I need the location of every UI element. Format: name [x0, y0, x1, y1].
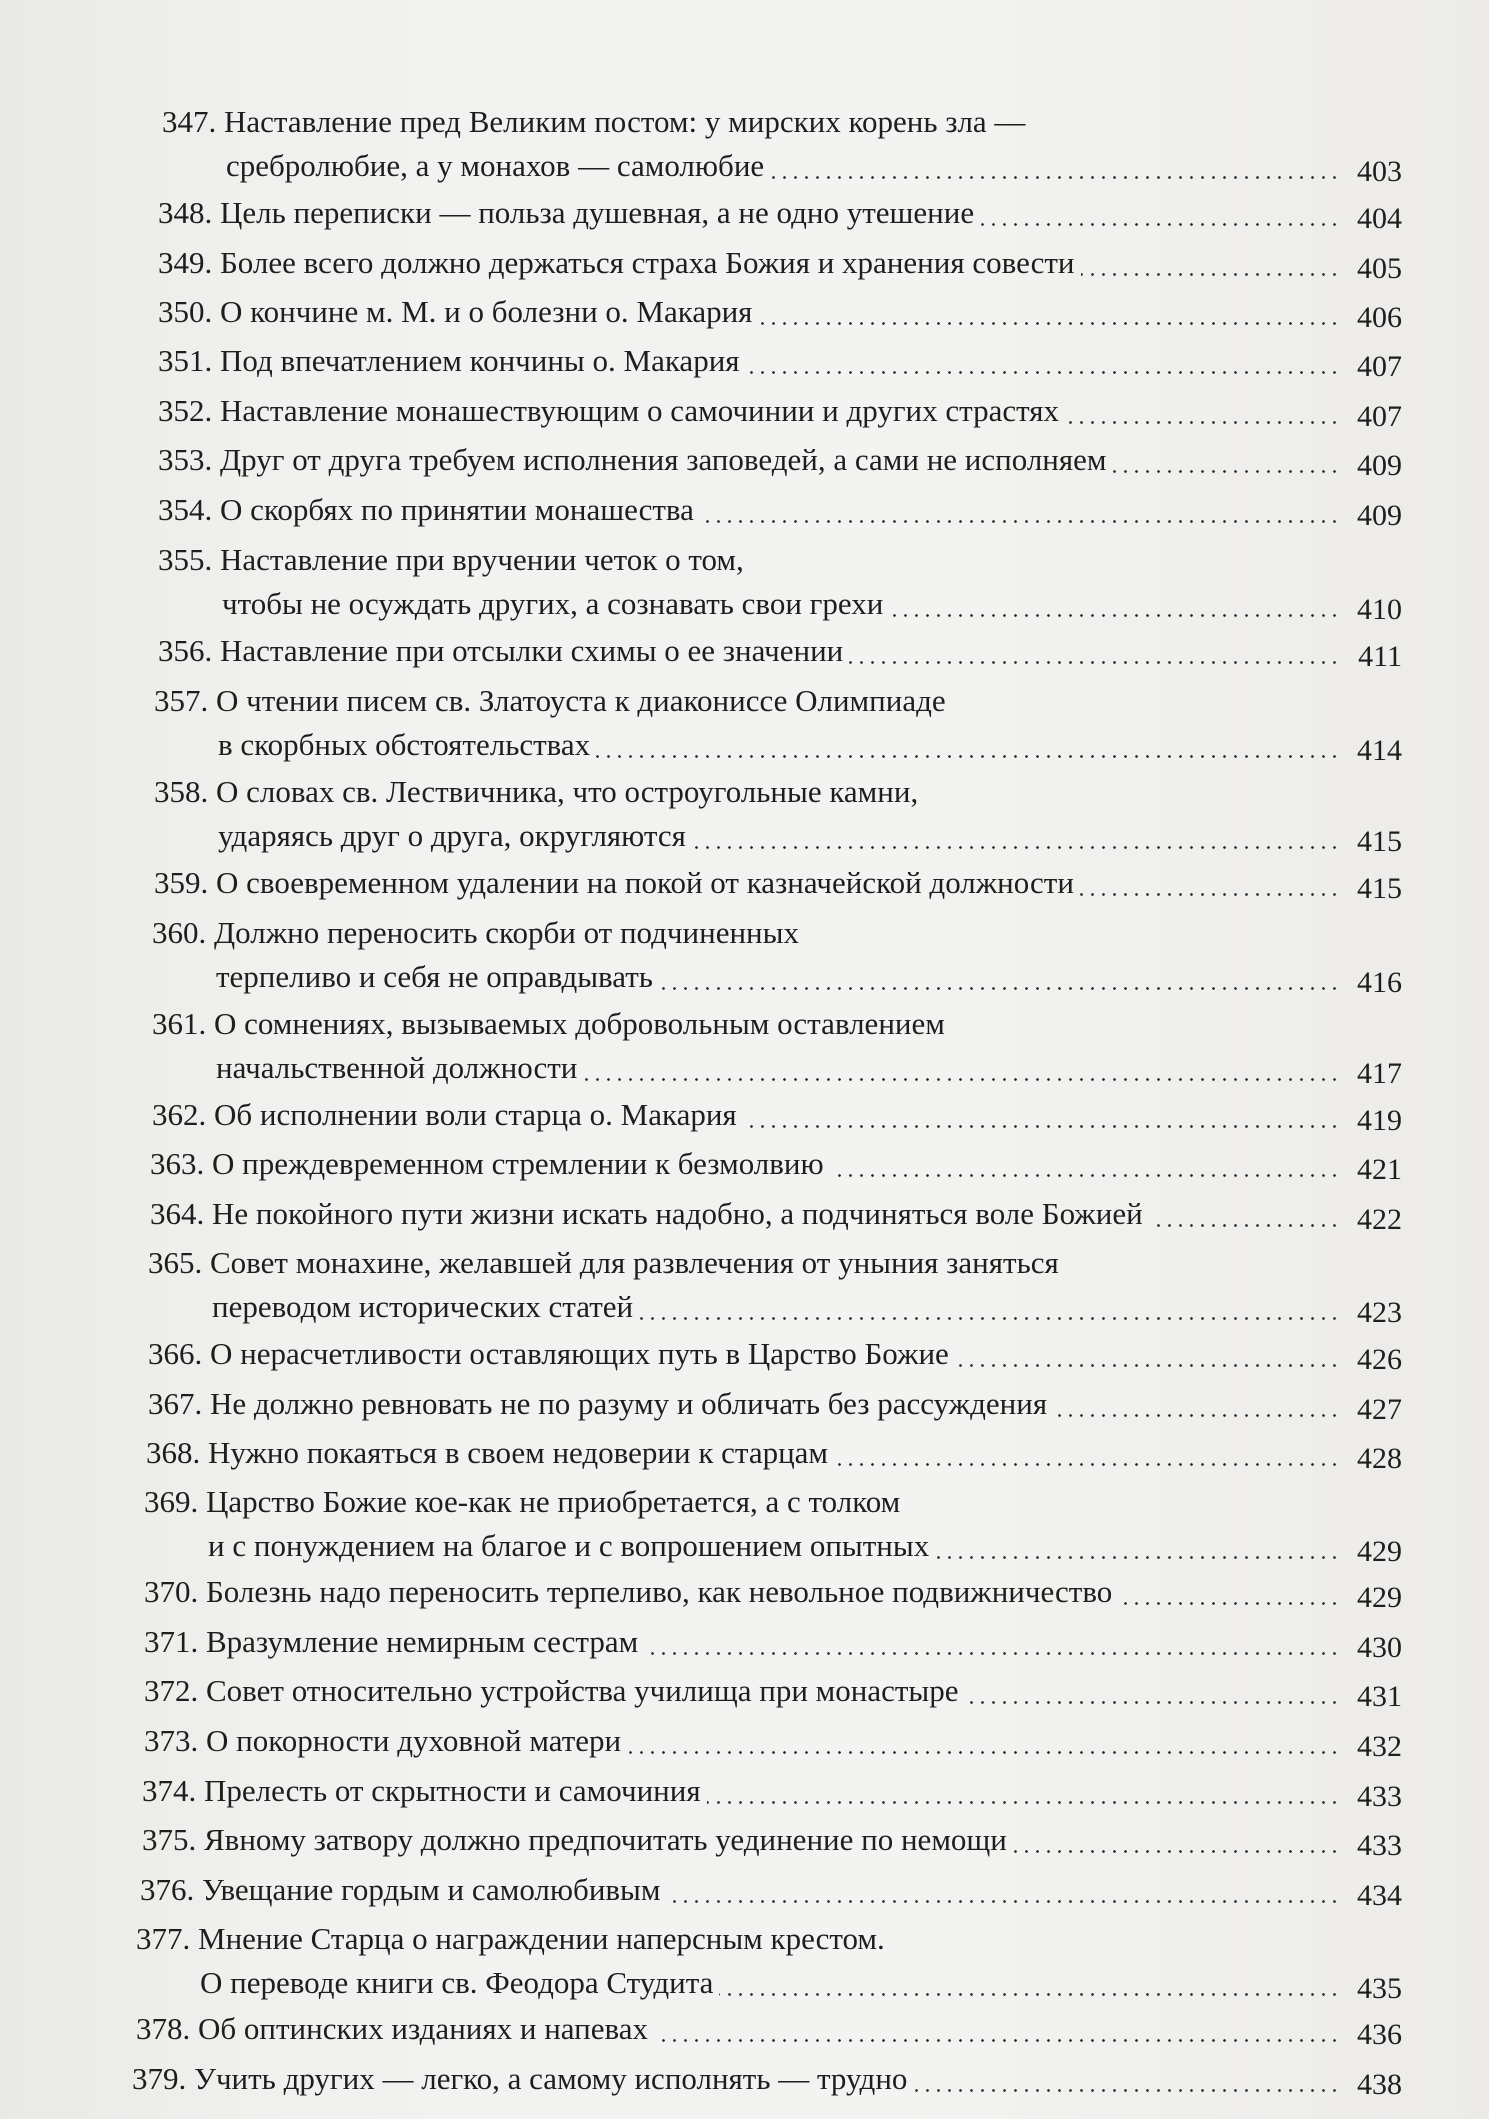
toc-entry[interactable] [150, 1194, 1402, 1238]
page-number: 407 [1357, 350, 1402, 383]
entry-title [150, 1146, 824, 1182]
entry-number: 377. [136, 1921, 191, 1956]
dot-leader [1113, 470, 1340, 473]
toc-entry[interactable] [144, 1671, 1402, 1715]
entry-number: 361. [152, 1006, 207, 1041]
page-number: 405 [1357, 252, 1402, 285]
entry-title [136, 2011, 648, 2047]
entry-title [158, 294, 752, 330]
toc-entry[interactable] [144, 1721, 1402, 1765]
entry-number: 360. [152, 915, 207, 950]
page-number: 436 [1357, 2018, 1402, 2051]
page-number: 433 [1357, 1780, 1402, 1813]
dot-leader [1118, 1602, 1340, 1605]
page-number: 403 [1357, 155, 1402, 188]
entry-title-text: Друг от друга требуем исполнения заповедей, а сами не исполняем [220, 442, 1107, 477]
entry-number: 378. [136, 2011, 191, 2046]
page-number: 434 [1357, 1879, 1402, 1912]
entry-title-line [152, 1004, 1402, 1048]
entry-title-text: Наставление при отсылки схимы о ее значении [220, 633, 844, 668]
entry-title-line [150, 1144, 1402, 1188]
entry-title-line [158, 292, 1402, 336]
entry-title-line [144, 1622, 1402, 1666]
page-number: 415 [1357, 872, 1402, 905]
entry-number: 355. [158, 542, 213, 577]
toc-entry[interactable] [132, 2059, 1402, 2103]
entry-title [158, 393, 1059, 429]
dot-leader [743, 1125, 1340, 1128]
toc-entry[interactable] [144, 1572, 1402, 1616]
entry-title-line [158, 631, 1402, 675]
entry-number: 351. [158, 343, 213, 378]
dot-leader [834, 1463, 1340, 1466]
page-number: 428 [1357, 1442, 1402, 1475]
entry-title [158, 633, 843, 669]
page-number: 423 [1357, 1296, 1402, 1329]
entry-title: чтобы не осуждать других, а сознавать свои грехи [222, 586, 884, 621]
entry-title-line [146, 1433, 1402, 1477]
entry-title-line [158, 540, 1402, 584]
entry-title-text: Наставление при вручении четок о том, [220, 542, 744, 577]
entry-title-text: Учить других — легко, а самому исполнять — трудно [194, 2061, 908, 2096]
entry-title-text: Вразумление немирным сестрам [206, 1624, 639, 1659]
toc-entry[interactable] [148, 1384, 1402, 1428]
entry-title-line [152, 913, 1402, 957]
entry-number: 367. [148, 1386, 203, 1421]
entry-title-continuation [144, 1526, 1402, 1570]
entry-number: 364. [150, 1196, 205, 1231]
page-number: 419 [1357, 1104, 1402, 1137]
entry-number: 347. [162, 104, 217, 139]
page-number: 410 [1357, 593, 1402, 626]
entry-title-text: Мнение Старца о награждении наперсным крестом. [198, 1921, 885, 1956]
entry-title-continuation [162, 146, 1402, 190]
entry-title [148, 1336, 949, 1372]
entry-title [136, 1921, 885, 1957]
entry-title-text: О кончине м. М. и о болезни о. Макария [220, 294, 753, 329]
entry-title [132, 2061, 907, 2097]
page-number: 417 [1357, 1057, 1402, 1090]
entry-title [152, 915, 799, 951]
entry-title-text: Нужно покаяться в своем недоверии к старцам [208, 1435, 829, 1470]
entry-title [144, 1574, 1112, 1610]
page-number: 404 [1357, 202, 1402, 235]
entry-title-line [148, 1334, 1402, 1378]
entry-title-text: О своевременном удалении на покой от казначейской должности [216, 865, 1074, 900]
entry-title-continuation [152, 1048, 1402, 1092]
dot-leader [667, 1900, 1340, 1903]
entry-number: 366. [148, 1336, 203, 1371]
toc-entry[interactable] [152, 1004, 1402, 1092]
page-number: 414 [1357, 734, 1402, 767]
entry-title-continuation [152, 957, 1402, 1001]
entry-title: в скорбных обстоятельствах [218, 727, 591, 762]
entry-title [152, 1006, 945, 1042]
entry-title-text: Более всего должно держаться страха Божия и хранения совести [220, 245, 1075, 280]
entry-title-text: О словах св. Лествичника, что остроугольные камни, [216, 774, 919, 809]
toc-entry[interactable] [136, 2009, 1402, 2053]
entry-number: 349. [158, 245, 213, 280]
entry-title-line [162, 102, 1402, 146]
entry-title [144, 1624, 638, 1660]
entry-title-continuation [154, 816, 1402, 860]
entry-title: и с понуждением на благое и с вопрошением опытных [208, 1528, 930, 1563]
entry-title-text: Царство Божие кое-как не приобретается, а с толком [206, 1484, 901, 1519]
toc-entry[interactable] [158, 193, 1402, 237]
entry-title-line [144, 1482, 1402, 1526]
entry-title-text: О чтении писем св. Златоуста к диакониссе Олимпиаде [216, 683, 946, 718]
dot-leader [1065, 421, 1340, 424]
entry-number: 376. [140, 1872, 195, 1907]
dot-leader [1013, 1850, 1340, 1853]
entry-title-text: Увещание гордым и самолюбивым [202, 1872, 661, 1907]
toc-entry[interactable] [158, 243, 1402, 287]
entry-title-text: Наставление пред Великим постом: у мирских корень зла — [224, 104, 1026, 139]
entry-title-line [148, 1243, 1402, 1287]
toc-entry[interactable] [158, 391, 1402, 435]
entry-title-line [158, 490, 1402, 534]
dot-leader [719, 1993, 1340, 1996]
entry-title: сребролюбие, а у монахов — самолюбие [226, 148, 765, 183]
entry-title [158, 245, 1075, 281]
entry-title: начальственной должности [216, 1050, 578, 1085]
entry-title [154, 865, 1074, 901]
page-number: 406 [1357, 301, 1402, 334]
entry-title-line [158, 193, 1402, 237]
entry-number: 348. [158, 195, 213, 230]
page-number: 430 [1357, 1631, 1402, 1664]
entry-title: терпеливо и себя не оправдывать [216, 959, 653, 994]
toc-entry[interactable] [136, 1919, 1402, 2007]
entry-number: 365. [148, 1245, 203, 1280]
page-number: 426 [1357, 1343, 1402, 1376]
entry-title-text: О нерасчетливости оставляющих путь в Царство Божие [210, 1336, 949, 1371]
entry-title-text: Явному затвору должно предпочитать уединение по немощи [204, 1822, 1007, 1857]
entry-number: 369. [144, 1484, 199, 1519]
dot-leader [627, 1751, 1340, 1754]
page-number: 427 [1357, 1393, 1402, 1426]
entry-title [154, 683, 946, 719]
entry-title [144, 1484, 900, 1520]
entry-title-line [154, 772, 1402, 816]
entry-number: 354. [158, 492, 213, 527]
entry-title [150, 1196, 1143, 1232]
entry-title [140, 1872, 661, 1908]
entry-title-text: О преждевременном стремлении к безмолвию [212, 1146, 824, 1181]
entry-title [142, 1822, 1007, 1858]
dot-leader [692, 846, 1340, 849]
entry-title-line [150, 1194, 1402, 1238]
page-number: 432 [1357, 1730, 1402, 1763]
dot-leader [935, 1556, 1340, 1559]
entry-number: 375. [142, 1822, 197, 1857]
dot-leader [1149, 1224, 1340, 1227]
entry-title [158, 442, 1107, 478]
entry-title [158, 542, 744, 578]
entry-number: 356. [158, 633, 213, 668]
dot-leader [700, 520, 1340, 523]
dot-leader [955, 1364, 1340, 1367]
page-number: 407 [1357, 400, 1402, 433]
entry-title-text: О сомнениях, вызываемых добровольным оставлением [214, 1006, 945, 1041]
entry-number: 368. [146, 1435, 201, 1470]
toc-entry[interactable] [144, 1482, 1402, 1570]
toc-entry[interactable] [158, 490, 1402, 534]
entry-title-line [158, 391, 1402, 435]
entry-title-text: О скорбях по принятии монашества [220, 492, 694, 527]
entry-title-line [144, 1572, 1402, 1616]
dot-leader [659, 987, 1340, 990]
entry-title [162, 104, 1025, 140]
entry-number: 363. [150, 1146, 205, 1181]
dot-leader [583, 1078, 1340, 1081]
toc-entry[interactable] [150, 1144, 1402, 1188]
entry-title-continuation [154, 725, 1402, 769]
entry-number: 379. [132, 2061, 187, 2096]
entry-title [148, 1386, 1047, 1422]
page-number: 409 [1357, 449, 1402, 482]
toc-entry[interactable] [152, 1095, 1402, 1139]
entry-title-text: Не покойного пути жизни искать надобно, а подчиняться воле Божией [212, 1196, 1143, 1231]
entry-number: 352. [158, 393, 213, 428]
dot-leader [654, 2039, 1340, 2042]
dot-leader [830, 1174, 1340, 1177]
entry-title [146, 1435, 828, 1471]
dot-leader [1080, 893, 1340, 896]
toc-entry[interactable] [144, 1622, 1402, 1666]
entry-title: переводом исторических статей [212, 1289, 634, 1324]
toc-entry[interactable] [158, 292, 1402, 336]
entry-title-line [142, 1771, 1402, 1815]
entry-number: 357. [154, 683, 209, 718]
entry-title-line [142, 1820, 1402, 1864]
entry-number: 373. [144, 1723, 199, 1758]
entry-title-line [158, 243, 1402, 287]
dot-leader [644, 1652, 1340, 1655]
page-number: 435 [1357, 1972, 1402, 2005]
entry-title-line [152, 1095, 1402, 1139]
dot-leader [770, 176, 1340, 179]
toc-entry[interactable] [146, 1433, 1402, 1477]
page-number: 409 [1357, 499, 1402, 532]
toc-entry[interactable] [158, 440, 1402, 484]
dot-leader [1081, 273, 1340, 276]
entry-title-line [158, 440, 1402, 484]
entry-number: 353. [158, 442, 213, 477]
toc-entry[interactable] [158, 341, 1402, 385]
entry-number: 370. [144, 1574, 199, 1609]
entry-number: 362. [152, 1097, 207, 1132]
entry-title-line [154, 863, 1402, 907]
dot-leader [596, 755, 1340, 758]
entry-title-line [144, 1671, 1402, 1715]
entry-title [152, 1097, 737, 1133]
entry-title [158, 195, 974, 231]
toc-entry[interactable] [148, 1334, 1402, 1378]
dot-leader [889, 614, 1340, 617]
dot-leader [913, 2089, 1340, 2092]
entry-title-text: Должно переносить скорби от подчиненных [214, 915, 799, 950]
entry-title [142, 1773, 701, 1809]
page-number: 429 [1357, 1535, 1402, 1568]
dot-leader [746, 371, 1340, 374]
entry-number: 371. [144, 1624, 199, 1659]
entry-title-line [144, 1721, 1402, 1765]
dot-leader [849, 661, 1340, 664]
toc-entry[interactable] [154, 681, 1402, 769]
entry-number: 374. [142, 1773, 197, 1808]
toc-entry[interactable] [154, 863, 1402, 907]
toc-entry[interactable] [158, 540, 1402, 628]
toc-entry[interactable] [142, 1820, 1402, 1864]
entry-title: О переводе книги св. Феодора Студита [200, 1965, 714, 2000]
dot-leader [1053, 1414, 1340, 1417]
toc-entry[interactable] [154, 772, 1402, 860]
page-number: 431 [1357, 1680, 1402, 1713]
page-number: 415 [1357, 825, 1402, 858]
dot-leader [707, 1801, 1340, 1804]
entry-title-continuation [158, 584, 1402, 628]
page-number: 422 [1357, 1203, 1402, 1236]
dot-leader [980, 223, 1340, 226]
entry-title-text: О покорности духовной матери [206, 1723, 622, 1758]
entry-title [154, 774, 918, 810]
entry-title-text: Прелесть от скрытности и самочиния [204, 1773, 701, 1808]
entry-title-text: Об исполнении воли старца о. Макария [214, 1097, 737, 1132]
toc-entry[interactable] [142, 1771, 1402, 1815]
entry-title-text: Не должно ревновать не по разуму и обличать без рассуждения [210, 1386, 1048, 1421]
entry-title-line [132, 2059, 1402, 2103]
entry-title [158, 343, 740, 379]
entry-number: 350. [158, 294, 213, 329]
toc-entry[interactable] [148, 1243, 1402, 1331]
entry-title-line [140, 1870, 1402, 1914]
entry-title [144, 1673, 959, 1709]
entry-number: 358. [154, 774, 209, 809]
entry-title-text: Под впечатлением кончины о. Макария [220, 343, 740, 378]
entry-title-line [154, 681, 1402, 725]
entry-title [148, 1245, 1059, 1281]
entry-title-line [136, 2009, 1402, 2053]
page-number: 421 [1357, 1153, 1402, 1186]
entry-title: ударяясь друг о друга, округляются [218, 818, 686, 853]
entry-title-line [148, 1384, 1402, 1428]
entry-title-text: Цель переписки — польза душевная, а не одно утешение [220, 195, 975, 230]
entry-title-text: Болезнь надо переносить терпеливо, как невольное подвижничество [206, 1574, 1113, 1609]
entry-number: 359. [154, 865, 209, 900]
entry-title [144, 1723, 621, 1759]
entry-title [158, 492, 694, 528]
entry-title-continuation [136, 1963, 1402, 2007]
page-number: 429 [1357, 1581, 1402, 1614]
page-number: 416 [1357, 966, 1402, 999]
entry-title-text: Наставление монашествующим о самочинии и других страстях [220, 393, 1059, 428]
toc-entry[interactable] [152, 913, 1402, 1001]
entry-number: 372. [144, 1673, 199, 1708]
dot-leader [639, 1317, 1340, 1320]
page-number: 411 [1358, 640, 1402, 673]
toc-entry[interactable] [162, 102, 1402, 190]
toc-entry[interactable] [158, 631, 1402, 675]
page-number: 433 [1357, 1829, 1402, 1862]
entry-title-text: Совет относительно устройства училища при монастыре [206, 1673, 959, 1708]
entry-title-text: Об оптинских изданиях и напевах [198, 2011, 648, 2046]
dot-leader [758, 322, 1340, 325]
entry-title-line [158, 341, 1402, 385]
toc-entry[interactable] [140, 1870, 1402, 1914]
entry-title-text: Совет монахине, желавшей для развлечения от уныния заняться [210, 1245, 1059, 1280]
page-number: 438 [1357, 2068, 1402, 2101]
dot-leader [965, 1701, 1340, 1704]
entry-title-continuation [148, 1287, 1402, 1331]
entry-title-line [136, 1919, 1402, 1963]
